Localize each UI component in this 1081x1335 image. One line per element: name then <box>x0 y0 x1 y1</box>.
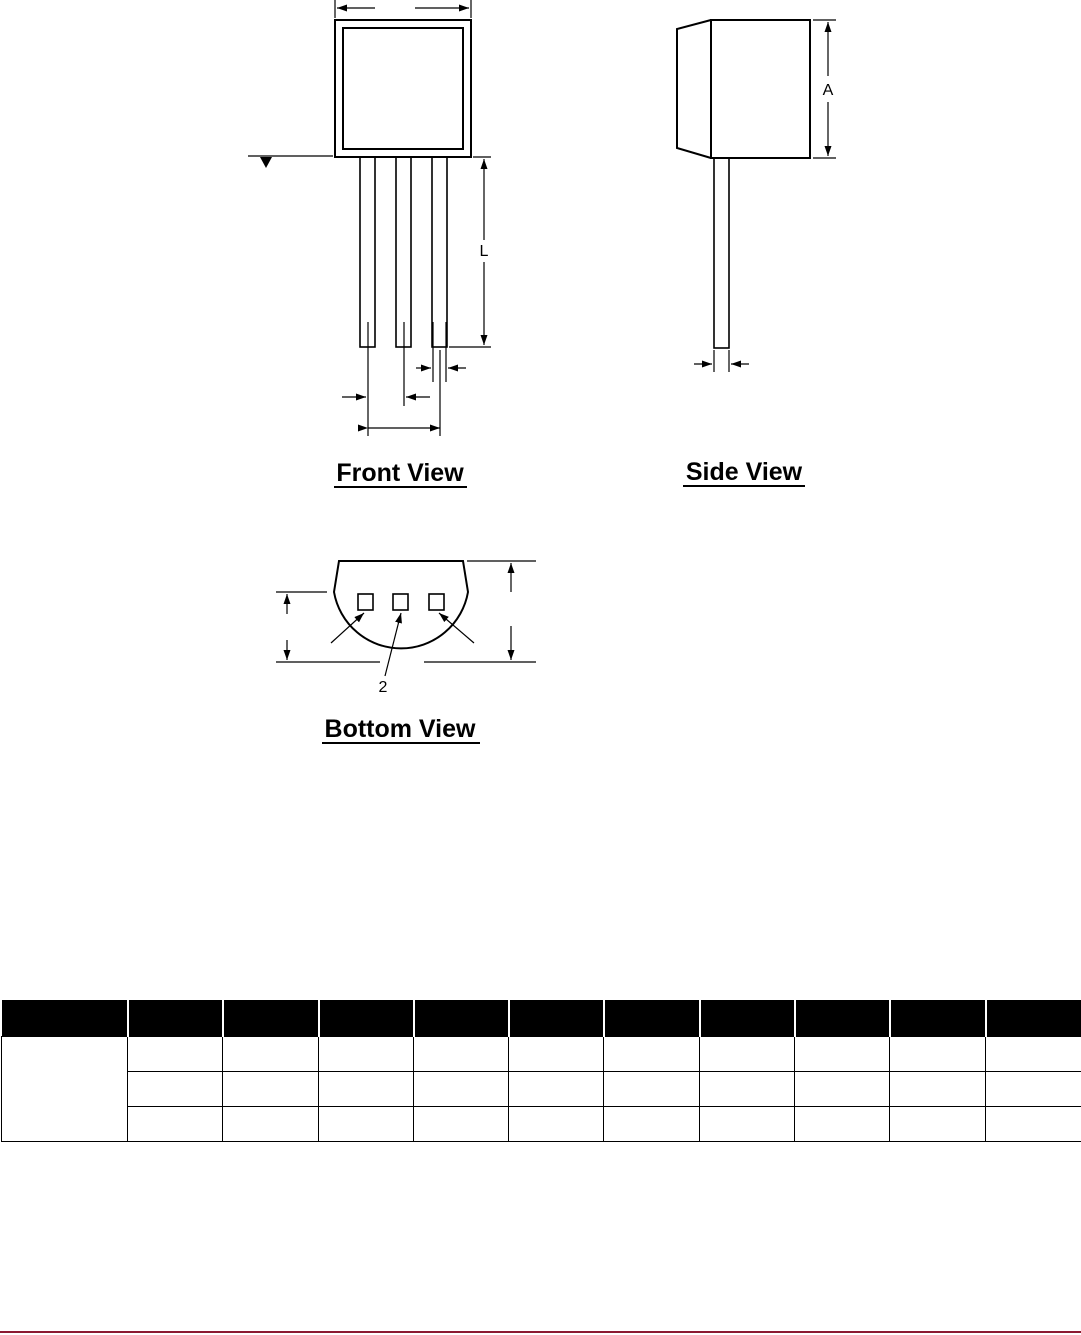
lead-2 <box>396 157 411 347</box>
table-cell <box>414 1072 509 1107</box>
table-cell <box>509 1037 604 1072</box>
table-cell <box>986 1107 1081 1142</box>
front-view-title: Front View <box>336 459 464 487</box>
table-row <box>2 1037 1081 1072</box>
table-row-group-label <box>2 1037 128 1142</box>
table-cell <box>604 1107 700 1142</box>
lead-3 <box>432 157 447 347</box>
table-cell <box>700 1072 795 1107</box>
table-row <box>2 1072 1081 1107</box>
body-height-label: A <box>822 82 834 99</box>
table-row <box>2 1107 1081 1142</box>
bottom-pin-1 <box>358 594 373 610</box>
table-cell <box>700 1037 795 1072</box>
table-cell <box>890 1072 986 1107</box>
table-cell <box>319 1107 414 1142</box>
table-cell <box>795 1037 890 1072</box>
front-body-inner <box>343 28 463 149</box>
flat-height-dimension <box>276 592 380 662</box>
side-view <box>677 20 836 372</box>
table-header-cell <box>604 1000 700 1037</box>
side-lead <box>714 158 729 348</box>
table-cell <box>604 1037 700 1072</box>
dimensions-table <box>1 1000 1081 1142</box>
lead-pitch-dimension <box>342 322 440 436</box>
table-header-cell <box>700 1000 795 1037</box>
table-cell <box>223 1107 319 1142</box>
table-cell <box>795 1107 890 1142</box>
table-cell <box>128 1107 223 1142</box>
table-cell <box>509 1072 604 1107</box>
body-diameter-dimension <box>424 561 536 662</box>
table-cell <box>509 1107 604 1142</box>
bottom-pins <box>358 594 444 610</box>
front-leads <box>360 157 447 347</box>
bottom-view-title: Bottom View <box>324 715 476 743</box>
table-header-cell <box>986 1000 1081 1037</box>
bottom-pin-3 <box>429 594 444 610</box>
table-cell <box>700 1107 795 1142</box>
table-cell <box>128 1072 223 1107</box>
table-header-cell <box>414 1000 509 1037</box>
table-header-row <box>2 1000 1081 1037</box>
footer-rule <box>0 1331 1081 1333</box>
table-cell <box>986 1037 1081 1072</box>
side-view-title: Side View <box>685 458 803 486</box>
table-cell <box>414 1107 509 1142</box>
lead-length-label: L <box>479 243 489 260</box>
lead-thickness-dimension <box>694 350 749 372</box>
bottom-view <box>276 561 536 676</box>
table-cell <box>319 1072 414 1107</box>
table-cell <box>890 1037 986 1072</box>
lead-width-dimension <box>416 322 466 382</box>
table-header-cell <box>223 1000 319 1037</box>
front-body-outer <box>335 20 471 157</box>
table-cell <box>604 1072 700 1107</box>
table-cell <box>223 1072 319 1107</box>
seating-plane-icon <box>260 157 272 168</box>
front-view <box>248 0 491 436</box>
body-width-dimension <box>335 0 471 18</box>
table-cell <box>319 1037 414 1072</box>
table-header-cell <box>795 1000 890 1037</box>
bottom-body-outline <box>334 561 468 648</box>
table-header-cell <box>319 1000 414 1037</box>
table-header-cell <box>890 1000 986 1037</box>
pin-callout-leaders <box>331 613 474 676</box>
lead-1 <box>360 157 375 347</box>
table-cell <box>128 1037 223 1072</box>
table-cell <box>795 1072 890 1107</box>
side-body <box>711 20 810 158</box>
table-cell <box>223 1037 319 1072</box>
table-cell <box>986 1072 1081 1107</box>
side-body-taper <box>677 20 711 158</box>
pin-callout-label: 2 <box>378 679 388 696</box>
table-cell <box>890 1107 986 1142</box>
table-header-cell <box>509 1000 604 1037</box>
table-header-cell <box>2 1000 128 1037</box>
table-header-cell <box>128 1000 223 1037</box>
bottom-pin-2 <box>393 594 408 610</box>
table-cell <box>414 1037 509 1072</box>
